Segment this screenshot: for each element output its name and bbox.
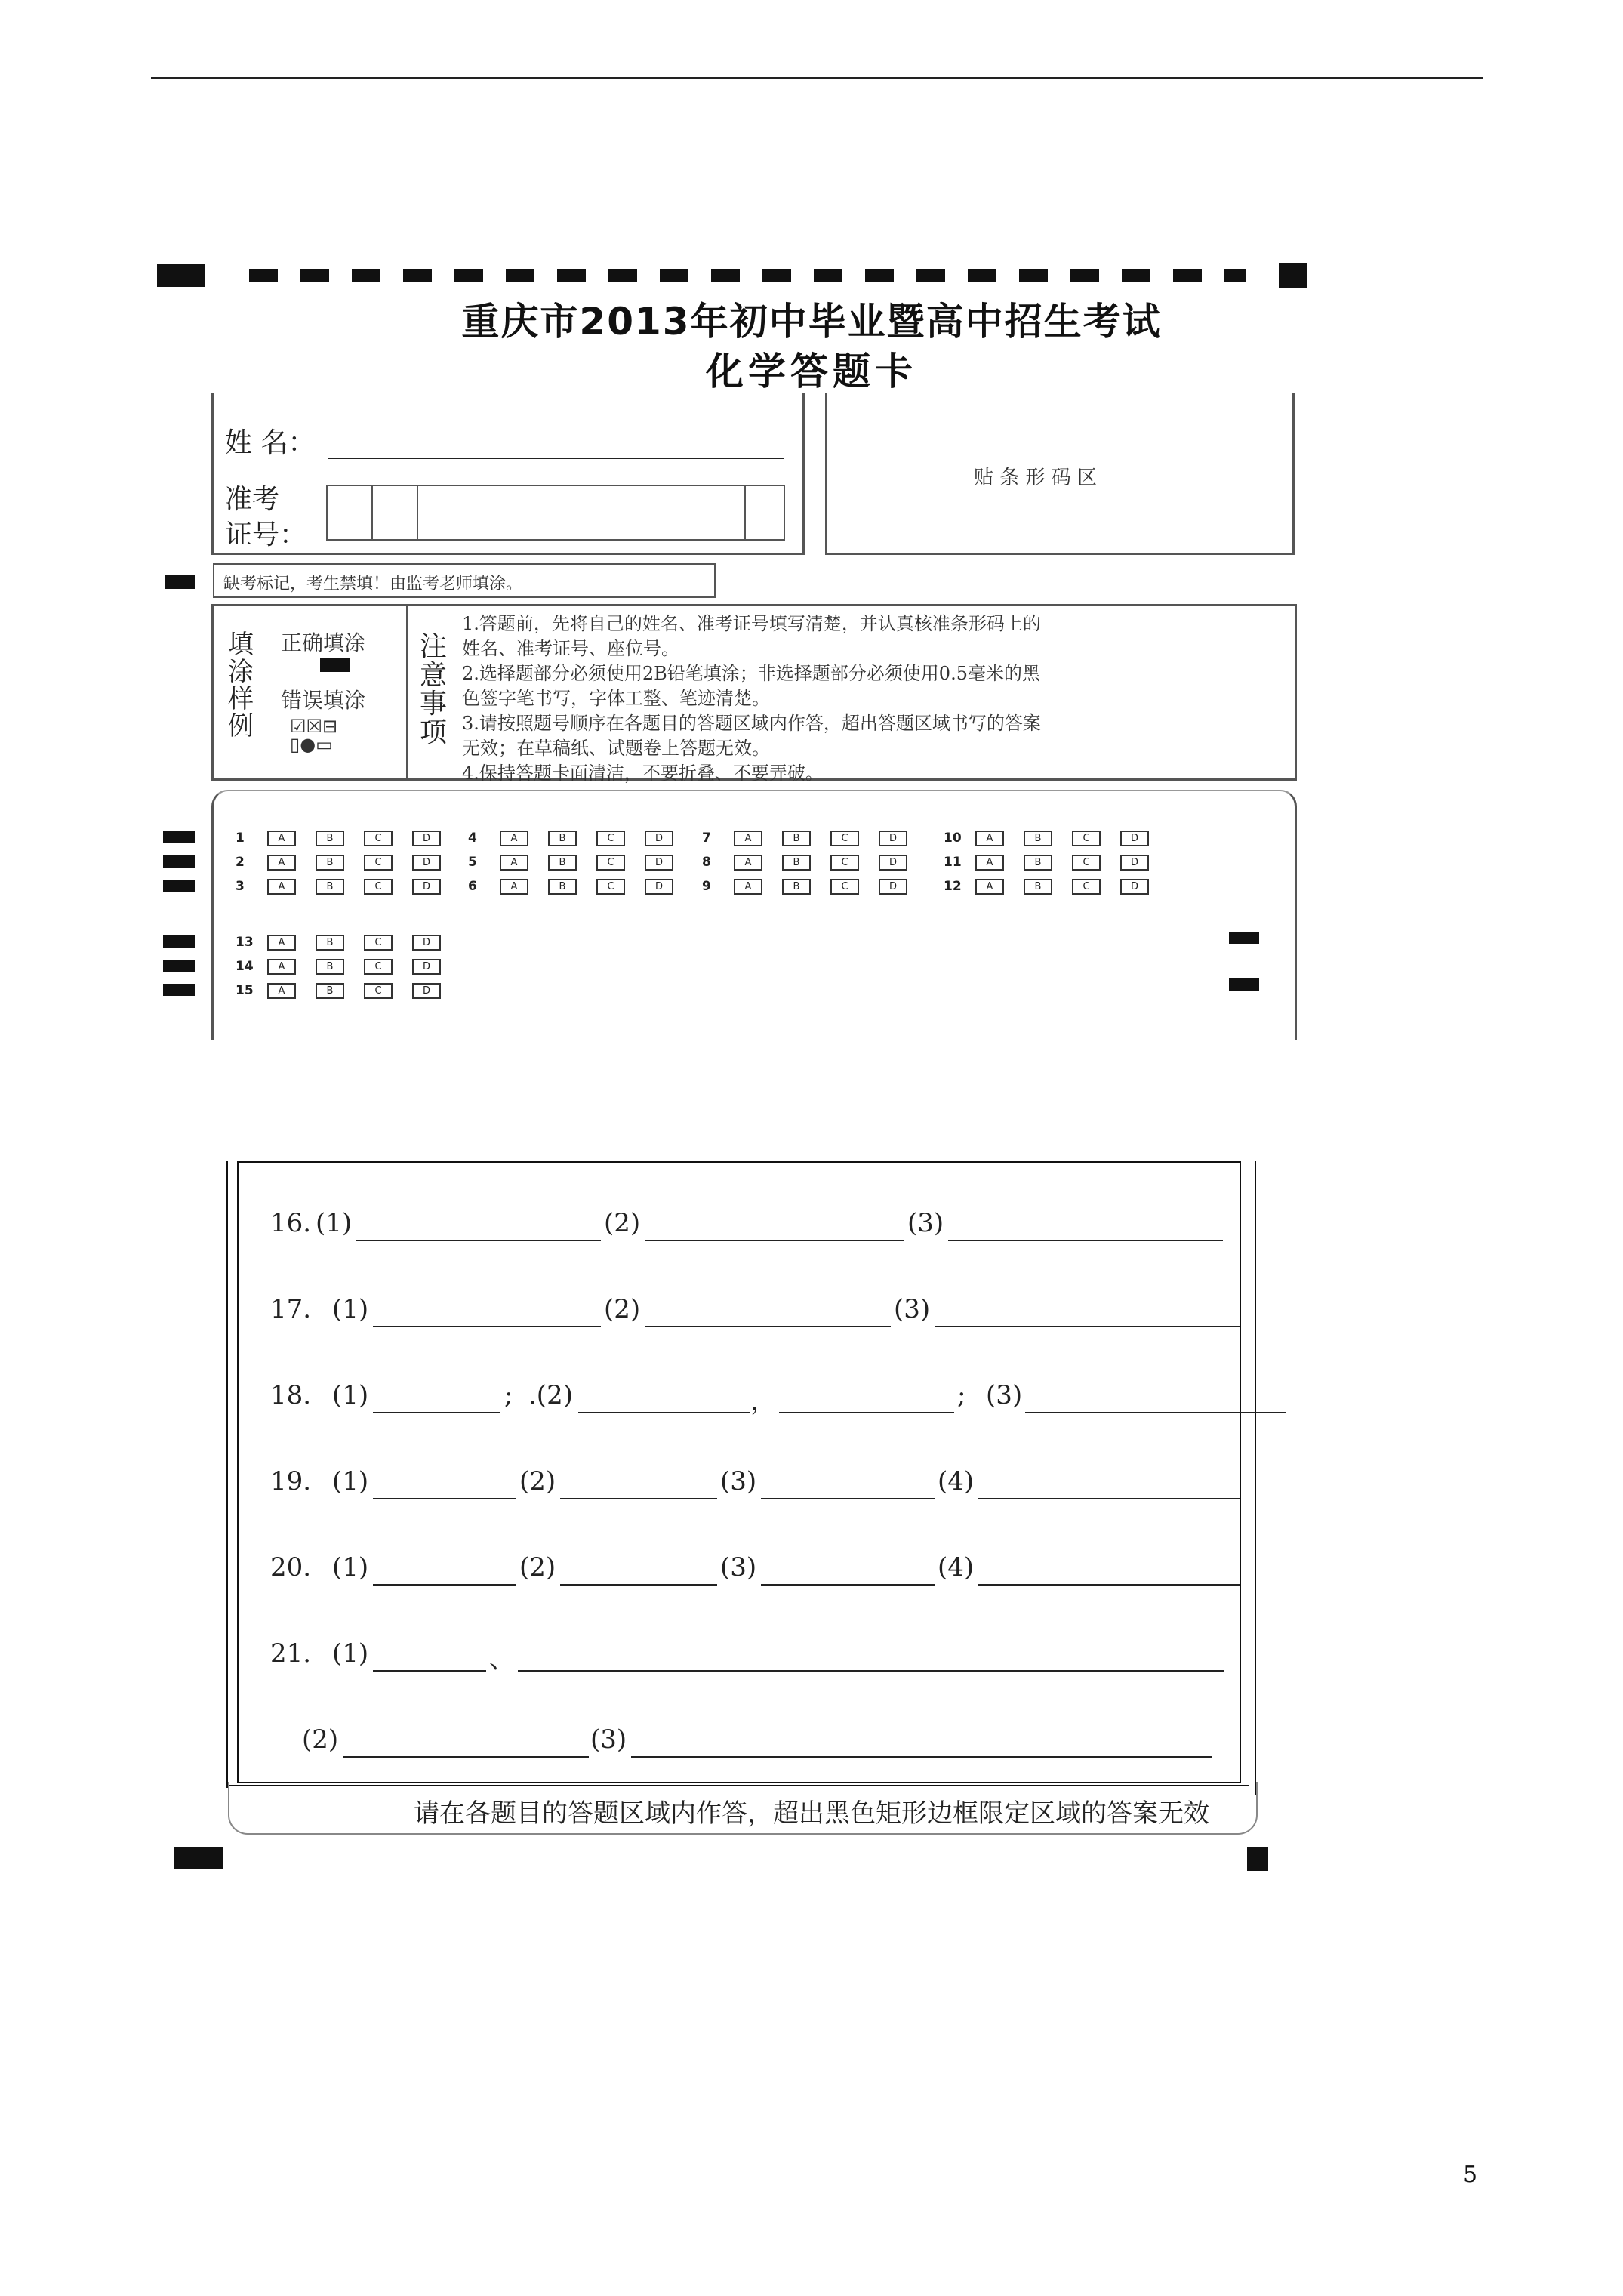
note-line: 色签字笔书写，字体工整、笔迹清楚。 [462,688,770,709]
footer-note: 请在各题目的答题区域内作答，超出黑色矩形边框限定区域的答案无效 [414,1798,1209,1829]
name-field[interactable] [328,458,784,459]
q18-sep1: ; [504,1380,513,1410]
mc-option-c[interactable]: C [364,983,393,999]
mc-option-c[interactable]: C [1072,855,1101,871]
mc-option-d[interactable]: D [412,983,441,999]
timing-dash-row [249,269,1246,282]
mc-question-number: 10 [944,831,962,846]
q17-part3-label: (3) [894,1294,931,1324]
q20-part3-label: (3) [720,1552,757,1583]
notes-title [420,633,450,747]
mc-option-b[interactable]: B [316,959,344,975]
fill-example-char: 样 [228,684,254,714]
mc-option-c[interactable]: C [830,855,859,871]
q20-number: 20. [270,1552,312,1583]
exam-id-divider [744,486,746,539]
timing-mark [163,935,195,948]
mc-question-number: 14 [236,959,254,974]
sheet-subtitle: 化学答题卡 [706,350,917,393]
fill-example-char: 填 [228,630,254,660]
q18-part2-label: .(2) [528,1380,573,1410]
q16-part1-label: (1) [316,1208,353,1238]
timing-mark [1229,932,1259,944]
wrong-fill-marks [290,717,388,754]
mc-option-a[interactable]: A [267,959,296,975]
mc-question-number: 1 [236,831,245,846]
mc-option-c[interactable]: C [364,855,393,871]
exam-id-field[interactable] [326,485,785,541]
mc-option-d[interactable]: D [879,879,907,895]
q16-part2-label: (2) [604,1208,641,1238]
mc-question-number: 12 [944,879,962,894]
mc-option-b[interactable]: B [782,879,811,895]
q18-part1-blank[interactable] [373,1412,500,1413]
mc-option-a[interactable]: A [500,831,528,846]
q16-part3-label: (3) [907,1208,944,1238]
timing-mark [165,575,195,589]
mc-option-c[interactable]: C [1072,831,1101,846]
mc-option-a[interactable]: A [500,855,528,871]
correct-fill-mark [320,658,350,672]
mc-option-a[interactable]: A [267,855,296,871]
q17-part1-blank[interactable] [373,1326,601,1327]
mc-question-number: 4 [468,831,477,846]
mc-option-a[interactable]: A [975,855,1004,871]
exam-id-divider [371,486,373,539]
timing-mark [163,880,195,892]
mc-question-number: 9 [702,879,711,894]
timing-mark [174,1847,223,1869]
instructions-divider [406,604,408,778]
note-line: 姓名、准考证号、座位号。 [462,638,679,659]
mc-option-a[interactable]: A [267,879,296,895]
q21-dun: 、 [489,1644,515,1675]
q16-number: 16. [270,1208,312,1238]
q17-part2-blank[interactable] [645,1326,891,1327]
mc-option-c[interactable]: C [830,879,859,895]
q18-number: 18. [270,1380,312,1410]
answer-frame-outer-right [1255,1161,1256,1795]
q16-part3-blank[interactable] [948,1240,1223,1241]
mc-option-d[interactable]: D [412,959,441,975]
q20-part4-label: (4) [938,1552,975,1583]
mc-area-frame [211,790,1297,1040]
q21-part1-blank-a[interactable] [373,1670,486,1672]
absent-note: 缺考标记，考生禁填！由监考老师填涂。 [223,575,523,593]
mc-question-number: 15 [236,983,254,998]
mc-question-number: 6 [468,879,477,894]
mc-option-d[interactable]: D [412,855,441,871]
timing-mark [163,960,195,972]
q16-part1-blank[interactable] [356,1240,601,1241]
note-line: 2.选择题部分必须使用2B铅笔填涂；非选择题部分必须使用0.5毫米的黑 [462,663,1040,684]
q20-part4-blank[interactable] [978,1584,1240,1586]
exam-id-label-2: 证号： [225,519,307,550]
q19-part3-blank[interactable] [761,1498,935,1499]
barcode-area-label: 贴 条 形 码 区 [974,467,1098,489]
q17-part2-label: (2) [604,1294,641,1324]
mc-option-a[interactable]: A [500,879,528,895]
wrong-fill-mark: ▯ [290,734,300,755]
fill-example-title [228,631,258,740]
mc-option-b[interactable]: B [1024,855,1052,871]
mc-option-d[interactable]: D [1120,879,1149,895]
mc-question-number: 11 [944,855,962,870]
note-line: 3.请按照题号顺序在各题目的答题区域内作答，超出答题区域书写的答案 [462,713,1041,734]
mc-option-a[interactable]: A [975,831,1004,846]
mc-option-b[interactable]: B [316,855,344,871]
page-number: 5 [1463,2162,1478,2188]
mc-option-b[interactable]: B [548,879,577,895]
mc-option-d[interactable]: D [645,879,673,895]
name-label: 姓 名： [225,427,316,458]
q17-part3-blank[interactable] [935,1326,1240,1327]
mc-option-c[interactable]: C [364,831,393,846]
mc-option-c[interactable]: C [830,831,859,846]
q21-part3-label: (3) [590,1724,627,1755]
q19-part1-blank[interactable] [373,1498,516,1499]
mc-option-c[interactable]: C [364,879,393,895]
q19-part4-label: (4) [938,1466,975,1496]
notes-list [462,612,1270,786]
timing-mark [163,855,195,868]
timing-mark [1247,1847,1268,1871]
notes-title-char: 意 [420,660,448,691]
q18-sep2: ; [957,1380,966,1410]
mc-question-number: 3 [236,879,245,894]
q18-comma: ， [750,1386,776,1416]
correct-fill-label: 正确填涂 [281,630,366,655]
mc-question-number: 13 [236,935,254,950]
exam-id-label-1: 准考 [225,484,280,515]
note-line: 1.答题前，先将自己的姓名、准考证号填写清楚，并认真核准条形码上的 [462,613,1041,634]
q20-part2-blank[interactable] [560,1584,717,1586]
mc-option-c[interactable]: C [596,855,625,871]
mc-option-a[interactable]: A [734,831,762,846]
mc-option-b[interactable]: B [548,831,577,846]
mc-option-a[interactable]: A [267,983,296,999]
mc-option-d[interactable]: D [879,855,907,871]
wrong-fill-mark: ⊟ [322,716,338,737]
mc-option-d[interactable]: D [645,855,673,871]
q20-part2-label: (2) [519,1552,556,1583]
wrong-fill-mark: ☑ [290,716,306,737]
sheet-title: 重庆市2013年初中毕业暨高中招生考试 [461,300,1162,344]
note-line: 4.保持答题卡面清洁，不要折叠、不要弄破。 [462,763,824,784]
mc-option-b[interactable]: B [316,983,344,999]
q19-part2-label: (2) [519,1466,556,1496]
q19-part4-blank[interactable] [978,1498,1240,1499]
q18-part2-blank-b[interactable] [779,1412,954,1413]
q21-part3-blank[interactable] [631,1756,1212,1758]
mc-option-b[interactable]: B [782,855,811,871]
timing-mark [1229,978,1259,991]
q17-part1-label: (1) [332,1294,369,1324]
q21-part2-blank[interactable] [343,1756,589,1758]
mc-option-d[interactable]: D [412,831,441,846]
timing-mark [163,831,195,843]
mc-option-c[interactable]: C [596,831,625,846]
q21-number: 21. [270,1638,312,1669]
q16-part2-blank[interactable] [645,1240,904,1241]
mc-option-a[interactable]: A [267,831,296,846]
q20-part1-label: (1) [332,1552,369,1583]
mc-option-a[interactable]: A [267,935,296,951]
q19-part1-label: (1) [332,1466,369,1496]
mc-option-c[interactable]: C [364,935,393,951]
mc-option-d[interactable]: D [412,935,441,951]
q18-part3-label: (3) [986,1380,1023,1410]
timing-mark [163,984,195,996]
mc-option-b[interactable]: B [316,831,344,846]
q19-part2-blank[interactable] [560,1498,717,1499]
mc-option-d[interactable]: D [412,879,441,895]
mc-option-a[interactable]: A [734,855,762,871]
mc-option-a[interactable]: A [975,879,1004,895]
notes-title-char: 项 [420,717,448,748]
mc-option-c[interactable]: C [596,879,625,895]
mc-option-a[interactable]: A [734,879,762,895]
mc-option-d[interactable]: D [1120,831,1149,846]
mc-option-b[interactable]: B [548,855,577,871]
mc-question-number: 5 [468,855,477,870]
wrong-fill-mark: ▭ [316,734,333,755]
q21-part1-label: (1) [332,1638,369,1669]
fill-example-char: 涂 [228,657,254,687]
mc-option-c[interactable]: C [364,959,393,975]
top-rule [151,77,1483,79]
mc-option-b[interactable]: B [1024,879,1052,895]
fill-example-char: 例 [228,711,254,741]
mc-option-d[interactable]: D [879,831,907,846]
q21-part2-label: (2) [302,1724,339,1755]
mc-option-b[interactable]: B [316,935,344,951]
wrong-fill-mark: ☒ [306,716,323,737]
mc-question-number: 2 [236,855,245,870]
exam-id-divider [417,486,418,539]
mc-option-b[interactable]: B [316,879,344,895]
mc-question-number: 7 [702,831,711,846]
timing-mark-right [1279,263,1307,288]
mc-option-d[interactable]: D [645,831,673,846]
q19-number: 19. [270,1466,312,1496]
q20-part3-blank[interactable] [761,1584,935,1586]
mc-option-b[interactable]: B [1024,831,1052,846]
mc-option-b[interactable]: B [782,831,811,846]
q19-part3-label: (3) [720,1466,757,1496]
note-line: 无效；在草稿纸、试题卷上答题无效。 [462,738,770,759]
mc-question-number: 8 [702,855,711,870]
q20-part1-blank[interactable] [373,1584,516,1586]
wrong-fill-label: 错误填涂 [281,688,366,713]
notes-title-char: 注 [420,631,448,662]
q18-part1-label: (1) [332,1380,369,1410]
q17-number: 17. [270,1294,312,1324]
timing-mark-left [157,264,205,287]
mc-option-c[interactable]: C [1072,879,1101,895]
notes-title-char: 事 [420,689,448,720]
q21-part1-blank-b[interactable] [518,1670,1224,1672]
q18-part2-blank-a[interactable] [578,1412,750,1413]
answer-frame-outer-left [226,1161,228,1788]
mc-option-d[interactable]: D [1120,855,1149,871]
wrong-fill-mark: ● [300,734,316,755]
q18-part3-blank[interactable] [1025,1412,1286,1413]
